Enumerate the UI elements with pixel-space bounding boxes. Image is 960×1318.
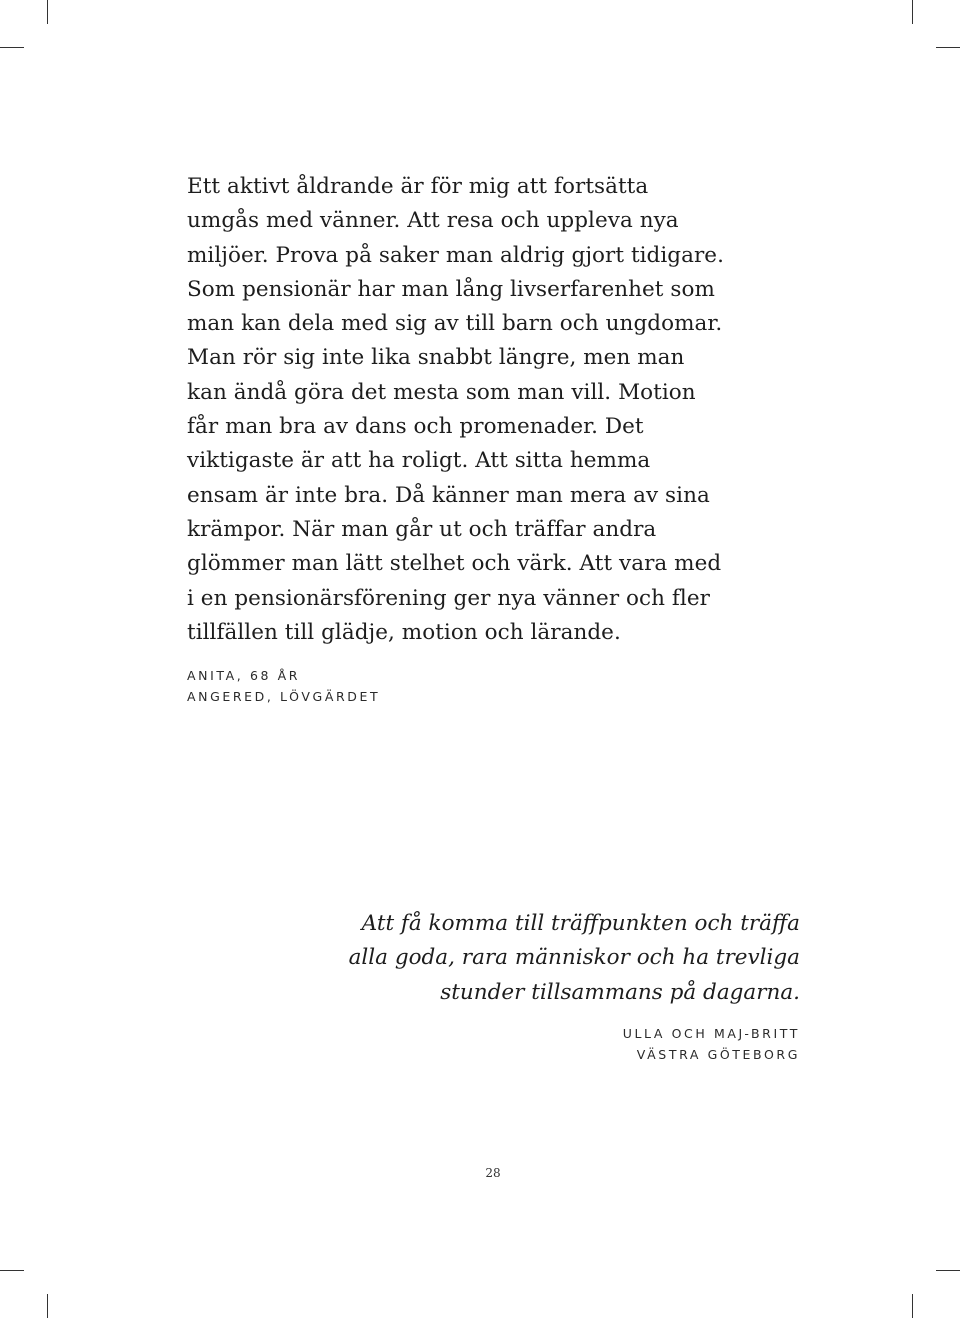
testimonial-line: i en pensionärsförening ger nya vänner och fler	[187, 585, 710, 611]
testimonial-line: får man bra av dans och promenader. Det	[187, 414, 644, 440]
testimonial-body	[187, 170, 747, 650]
testimonial-line: man kan dela med sig av till barn och ungdomar.	[187, 311, 723, 337]
crop-mark-bottom-left-vertical	[47, 1294, 48, 1318]
author-name: ULLA OCH MAJ-BRITT	[622, 1026, 800, 1041]
pull-quote-line: alla goda, rara människor och ha trevliga	[348, 945, 800, 971]
author-place: VÄSTRA GÖTEBORG	[636, 1047, 800, 1062]
testimonial-line: miljöer. Prova på saker man aldrig gjort tidigare.	[187, 242, 724, 268]
testimonial-line: Ett aktivt åldrande är för mig att fortsätta	[187, 174, 649, 199]
testimonial-line: tillfällen till glädje, motion och lärande.	[187, 619, 621, 645]
testimonial-line: viktigaste är att ha roligt. Att sitta hemma	[187, 448, 651, 474]
testimonial-line: krämpor. När man går ut och träffar andra	[187, 516, 657, 542]
page-number: 28	[485, 1166, 501, 1180]
testimonial-line: glömmer man lätt stelhet och värk. Att vara med	[187, 551, 722, 577]
pull-quote	[349, 907, 800, 1010]
crop-mark-top-left-horizontal	[0, 47, 24, 48]
crop-mark-top-right-vertical	[912, 0, 913, 24]
testimonial-line: ensam är inte bra. Då känner man mera av sina	[187, 482, 710, 508]
author-name: ANITA, 68 ÅR	[187, 668, 301, 683]
crop-mark-top-left-vertical	[47, 0, 48, 24]
pull-quote-attribution	[623, 1023, 800, 1065]
testimonial-attribution	[187, 665, 380, 707]
crop-mark-bottom-left-horizontal	[0, 1270, 24, 1271]
crop-mark-bottom-right-vertical	[912, 1294, 913, 1318]
testimonial-line: Som pensionär har man lång livserfarenhet som	[187, 276, 715, 302]
pull-quote-line: Att få komma till träffpunkten och träffa	[361, 911, 800, 936]
testimonial-line: kan ändå göra det mesta som man vill. Motion	[187, 379, 696, 405]
testimonial-line: Man rör sig inte lika snabbt längre, men man	[187, 345, 685, 371]
author-place: ANGERED, LÖVGÄRDET	[187, 689, 381, 704]
crop-mark-top-right-horizontal	[936, 47, 960, 48]
testimonial-line: umgås med vänner. Att resa och uppleva nya	[187, 208, 679, 234]
crop-mark-bottom-right-horizontal	[936, 1270, 960, 1271]
pull-quote-line: stunder tillsammans på dagarna.	[440, 979, 800, 1005]
